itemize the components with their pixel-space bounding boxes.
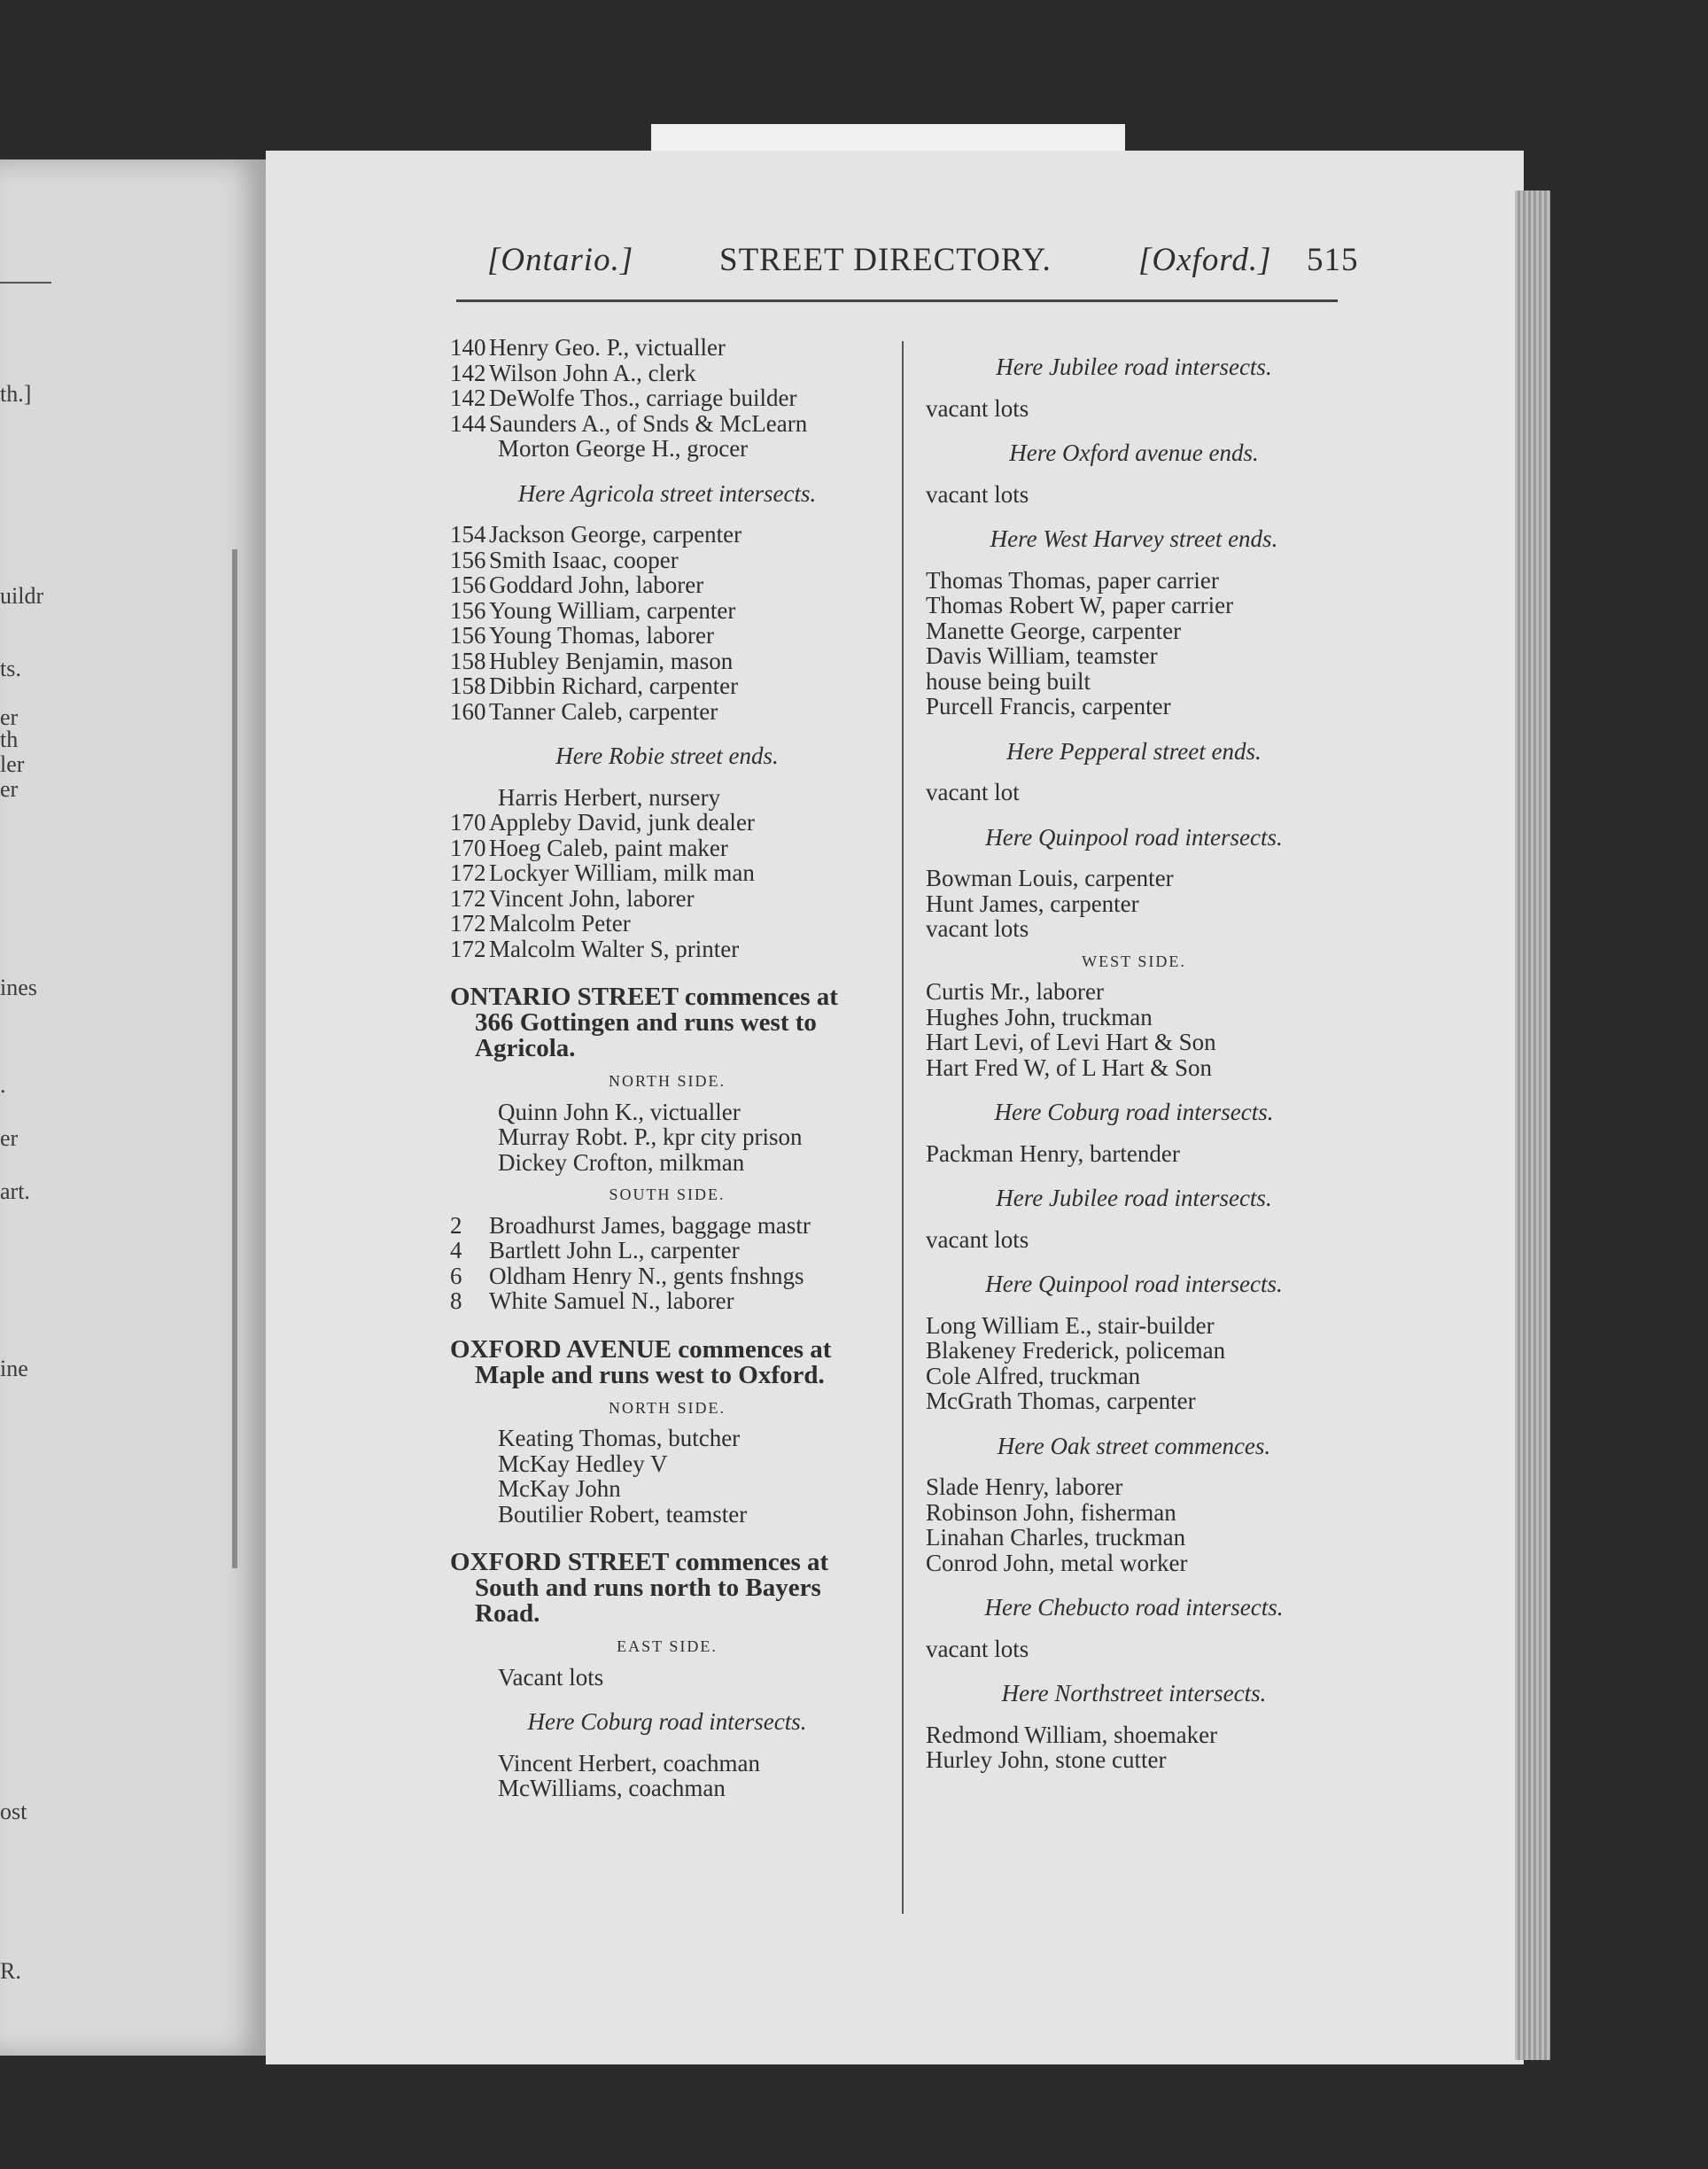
previous-page-header-rule — [0, 282, 51, 284]
directory-entry — [450, 1124, 884, 1150]
resident-text: Slade Henry, laborer — [926, 1473, 1123, 1500]
house-number: 156 — [450, 622, 486, 649]
resident-text: Cole Alfred, truckman — [926, 1362, 1141, 1389]
directory-entry — [450, 411, 884, 437]
resident-text: Dibbin Richard, carpenter — [489, 672, 739, 699]
directory-entry — [926, 1388, 1342, 1414]
house-number: 142 — [450, 359, 486, 386]
street-heading-rest: 366 Gottingen and runs west to Agricola. — [475, 1008, 817, 1062]
street-heading-rest: South and runs north to Bayers Road. — [475, 1574, 821, 1628]
resident-text: Young Thomas, laborer — [489, 622, 714, 649]
header-street-start: [Ontario.] — [487, 242, 634, 278]
directory-entry — [926, 1474, 1342, 1500]
resident-text: Quinn John K., victualler — [498, 1098, 741, 1125]
house-number: 158 — [450, 647, 486, 674]
directory-entry — [926, 643, 1342, 669]
resident-text: Keating Thomas, butcher — [498, 1425, 741, 1451]
resident-text: Wilson John A., clerk — [489, 359, 696, 386]
directory-entry — [450, 673, 884, 699]
house-number: 6 — [450, 1262, 462, 1289]
directory-entry — [926, 916, 1342, 942]
house-number: 158 — [450, 672, 486, 699]
previous-page-fragment: er — [0, 704, 19, 730]
directory-entry — [450, 1238, 884, 1263]
street-heading-lead: ONTARIO STREET commences at — [450, 983, 838, 1011]
directory-entry — [450, 1665, 884, 1691]
directory-entry — [450, 699, 884, 725]
resident-text: Vincent John, laborer — [489, 884, 695, 912]
house-number: 160 — [450, 697, 486, 725]
directory-entry — [926, 1030, 1342, 1055]
street-heading — [450, 1334, 884, 1389]
resident-text: Broadhurst James, baggage mastr — [489, 1211, 811, 1239]
intersection-note: Here Northstreet intersects. — [1001, 1680, 1267, 1706]
resident-text: DeWolfe Thos., carriage builder — [489, 385, 797, 411]
house-number: 140 — [450, 334, 486, 361]
directory-entry — [926, 780, 1342, 805]
house-number: 170 — [450, 834, 486, 861]
street-heading-lead: OXFORD AVENUE commences at — [450, 1334, 832, 1364]
directory-entry — [450, 1751, 884, 1776]
resident-text: Lockyer William, milk man — [489, 859, 755, 886]
header-title: STREET DIRECTORY. — [719, 242, 1052, 278]
directory-entry — [450, 548, 884, 573]
street-heading — [450, 984, 884, 1061]
previous-page-fragment: uildr — [0, 583, 44, 609]
resident-text: vacant lots — [926, 394, 1029, 422]
directory-entry — [926, 593, 1342, 618]
resident-text: vacant lot — [926, 779, 1020, 805]
resident-text: Thomas Thomas, paper carrier — [926, 566, 1219, 594]
previous-page-fragment: . — [0, 1072, 6, 1098]
resident-text: Malcolm Walter S, printer — [489, 935, 740, 962]
directory-entry — [450, 1263, 884, 1289]
directory-entry — [926, 979, 1342, 1005]
street-heading-lead: OXFORD STREET commences at — [450, 1548, 829, 1576]
resident-text: Smith Isaac, cooper — [489, 546, 679, 573]
directory-entry — [926, 1313, 1342, 1339]
directory-entry — [450, 1502, 884, 1528]
resident-text: Hubley Benjamin, mason — [489, 647, 734, 674]
directory-entry — [926, 1141, 1342, 1167]
side-heading: WEST SIDE. — [1082, 952, 1186, 970]
intersection-note: Here Pepperal street ends. — [1006, 737, 1262, 765]
resident-text: Long William E., stair-builder — [926, 1311, 1215, 1339]
directory-entry — [926, 891, 1342, 917]
resident-text: Hart Fred W, of L Hart & Son — [926, 1053, 1212, 1081]
resident-text: Vacant lots — [498, 1663, 604, 1691]
intersection-note: Here Chebucto road intersects. — [984, 1594, 1284, 1621]
directory-entry — [926, 866, 1342, 891]
directory-entry — [450, 623, 884, 649]
resident-text: McGrath Thomas, carpenter — [926, 1388, 1196, 1414]
resident-text: Vincent Herbert, coachman — [498, 1749, 760, 1776]
directory-entry — [450, 385, 884, 411]
resident-text: Saunders A., of Snds & McLearn — [489, 409, 808, 437]
directory-entry — [450, 1426, 884, 1451]
previous-page-fragment: art. — [0, 1178, 30, 1204]
resident-text: Hurley John, stone cutter — [926, 1746, 1167, 1773]
house-number: 156 — [450, 571, 486, 598]
directory-entry — [450, 911, 884, 937]
header-rule — [456, 299, 1338, 302]
directory-entry — [450, 572, 884, 598]
previous-page-fragment: th — [0, 727, 19, 752]
intersection-note: Here Quinpool road intersects. — [985, 1271, 1283, 1297]
resident-text: Hart Levi, of Levi Hart & Son — [926, 1029, 1216, 1055]
directory-entry — [926, 1364, 1342, 1389]
resident-text: Blakeney Frederick, policeman — [926, 1337, 1226, 1364]
resident-text: Harris Herbert, nursery — [498, 783, 721, 811]
house-number: 172 — [450, 859, 486, 886]
house-number: 156 — [450, 546, 486, 573]
left-column — [450, 335, 884, 1801]
house-number: 154 — [450, 521, 486, 548]
directory-entry — [450, 810, 884, 836]
street-heading — [450, 1550, 884, 1627]
column-divider — [902, 341, 904, 1914]
resident-text: house being built — [926, 667, 1091, 695]
previous-page-fragment: ler — [0, 751, 25, 777]
resident-text: Redmond William, shoemaker — [926, 1721, 1218, 1748]
intersection-note: Here Agricola street intersects. — [517, 479, 817, 507]
house-number: 156 — [450, 596, 486, 624]
intersection-note: Here Oxford avenue ends. — [1009, 439, 1259, 466]
intersection-note: Here Oak street commences. — [997, 1432, 1271, 1459]
resident-text: Malcolm Peter — [489, 910, 631, 937]
resident-text: vacant lots — [926, 1225, 1029, 1253]
previous-page-fragment: er — [0, 776, 19, 802]
house-number: 172 — [450, 935, 486, 962]
previous-page-fragment: R. — [0, 1958, 21, 1984]
page-number: 515 — [1307, 242, 1359, 278]
directory-entry — [450, 836, 884, 861]
house-number: 8 — [450, 1287, 462, 1314]
resident-text: Henry Geo. P., victualler — [489, 334, 726, 361]
directory-entry — [926, 1227, 1342, 1253]
house-number: 144 — [450, 409, 486, 437]
resident-text: Tanner Caleb, carpenter — [489, 697, 718, 725]
resident-text: Jackson George, carpenter — [489, 521, 742, 548]
directory-entry — [450, 335, 884, 361]
previous-page-fragment: ine — [0, 1356, 28, 1381]
previous-page — [0, 159, 266, 2056]
side-heading: NORTH SIDE. — [609, 1398, 726, 1417]
resident-text: Dickey Crofton, milkman — [498, 1148, 745, 1176]
directory-entry — [450, 649, 884, 674]
previous-page-fragment: er — [0, 1125, 19, 1151]
intersection-note: Here Jubilee road intersects. — [996, 354, 1272, 380]
directory-entry — [450, 1288, 884, 1314]
resident-text: Appleby David, junk dealer — [489, 809, 755, 836]
directory-entry — [450, 522, 884, 548]
right-column — [926, 335, 1342, 1773]
resident-text: Murray Robt. P., kpr city prison — [498, 1123, 803, 1150]
resident-text: Conrod John, metal worker — [926, 1549, 1188, 1576]
header-street-end: [Oxford.] — [1138, 242, 1272, 278]
house-number: 2 — [450, 1211, 462, 1239]
directory-entry — [450, 1100, 884, 1125]
resident-text: Goddard John, laborer — [489, 571, 704, 598]
binding-thread — [232, 549, 237, 1568]
intersection-note: Here Quinpool road intersects. — [985, 823, 1283, 851]
house-number: 4 — [450, 1237, 462, 1263]
directory-entry — [926, 669, 1342, 695]
directory-entry — [450, 436, 884, 462]
directory-entry — [450, 1150, 884, 1176]
previous-page-fragment: ost — [0, 1799, 27, 1824]
resident-text: Bartlett John L., carpenter — [489, 1237, 740, 1263]
side-heading: SOUTH SIDE. — [609, 1186, 726, 1203]
directory-entry — [450, 785, 884, 811]
directory-entry — [926, 618, 1342, 644]
resident-text: Oldham Henry N., gents fnshngs — [489, 1262, 804, 1289]
directory-entry — [450, 1776, 884, 1801]
intersection-note: Here Coburg road intersects. — [527, 1708, 807, 1735]
previous-page-fragment: th.] — [0, 381, 32, 407]
resident-text: Curtis Mr., laborer — [926, 978, 1104, 1005]
resident-text: Hoeg Caleb, paint maker — [489, 834, 728, 861]
intersection-note: Here West Harvey street ends. — [990, 525, 1278, 552]
directory-entry — [926, 1500, 1342, 1526]
resident-text: McKay Hedley V — [498, 1450, 668, 1477]
directory-entry — [926, 482, 1342, 508]
resident-text: Hunt James, carpenter — [926, 890, 1139, 917]
previous-page-fragment: ts. — [0, 656, 21, 681]
directory-entry — [450, 361, 884, 386]
resident-text: Robinson John, fisherman — [926, 1498, 1176, 1526]
directory-entry — [450, 1213, 884, 1239]
resident-text: White Samuel N., laborer — [489, 1287, 734, 1314]
directory-entry — [926, 1722, 1342, 1748]
directory-entry — [450, 1476, 884, 1502]
house-number: 172 — [450, 884, 486, 912]
resident-text: Manette George, carpenter — [926, 617, 1182, 644]
directory-entry — [926, 1338, 1342, 1364]
directory-entry — [450, 598, 884, 624]
resident-text: vacant lots — [926, 480, 1029, 508]
intersection-note: Here Jubilee road intersects. — [996, 1185, 1272, 1211]
resident-text: Bowman Louis, carpenter — [926, 865, 1174, 891]
directory-entry — [926, 568, 1342, 594]
resident-text: Boutilier Robert, teamster — [498, 1500, 748, 1528]
resident-text: Purcell Francis, carpenter — [926, 693, 1171, 719]
resident-text: Davis William, teamster — [926, 642, 1158, 669]
directory-entry — [926, 1055, 1342, 1081]
resident-text: Morton George H., grocer — [498, 435, 749, 462]
street-heading-rest: Maple and runs west to Oxford. — [475, 1360, 825, 1389]
page-edges — [1515, 190, 1550, 2060]
directory-entry — [926, 1551, 1342, 1576]
directory-entry — [450, 1451, 884, 1477]
directory-entry — [450, 860, 884, 886]
side-heading: EAST SIDE. — [617, 1637, 718, 1655]
directory-entry — [450, 937, 884, 962]
resident-text: Young William, carpenter — [489, 596, 736, 624]
directory-entry — [926, 1747, 1342, 1773]
resident-text: Packman Henry, bartender — [926, 1139, 1180, 1167]
side-heading: NORTH SIDE. — [609, 1072, 726, 1090]
resident-text: vacant lots — [926, 915, 1029, 942]
directory-entry — [926, 1636, 1342, 1662]
resident-text: McKay John — [498, 1475, 621, 1502]
directory-entry — [926, 694, 1342, 719]
previous-page-fragment: ines — [0, 975, 37, 1000]
directory-entry — [926, 396, 1342, 422]
house-number: 142 — [450, 385, 486, 411]
house-number: 170 — [450, 809, 486, 836]
resident-text: Thomas Robert W, paper carrier — [926, 592, 1234, 618]
intersection-note: Here Robie street ends. — [555, 742, 779, 769]
resident-text: vacant lots — [926, 1635, 1029, 1662]
directory-entry — [926, 1005, 1342, 1030]
directory-entry — [450, 886, 884, 912]
resident-text: Hughes John, truckman — [926, 1003, 1153, 1030]
resident-text: McWilliams, coachman — [498, 1775, 726, 1801]
resident-text: Linahan Charles, truckman — [926, 1524, 1186, 1551]
intersection-note: Here Coburg road intersects. — [994, 1099, 1274, 1125]
house-number: 172 — [450, 910, 486, 937]
directory-entry — [926, 1525, 1342, 1551]
